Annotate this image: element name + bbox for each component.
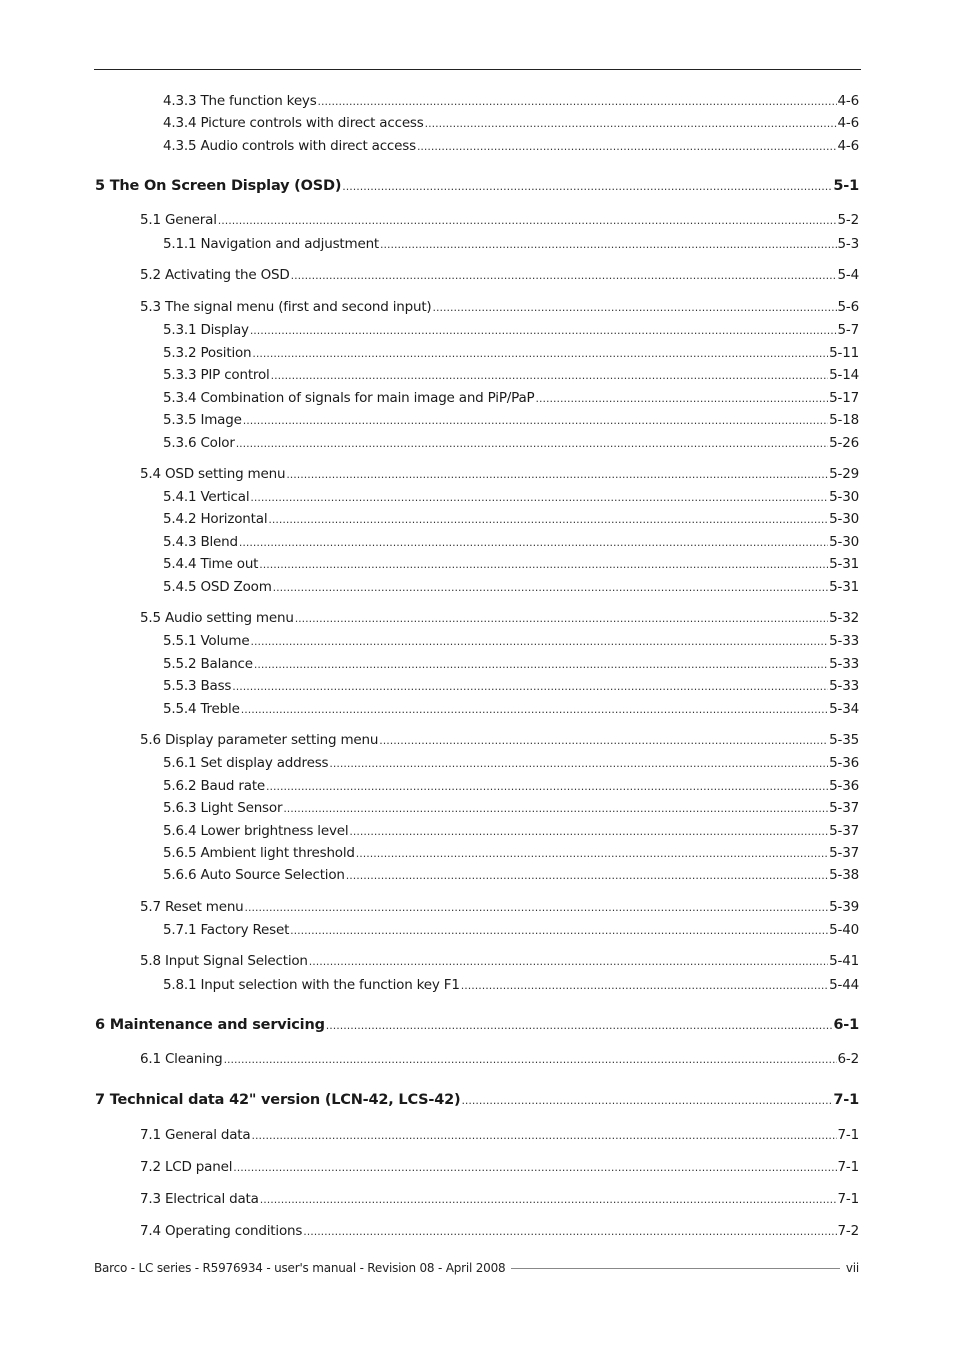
toc-dot-leader xyxy=(245,901,829,914)
footer-text: Barco - LC series - R5976934 - user's manual - Revision 08 - April 2008 xyxy=(94,1261,506,1275)
toc-entry-title: 5.8.1 Input selection with the function key F1 xyxy=(163,977,460,993)
toc-page-number: 6-1 xyxy=(833,1017,859,1033)
toc-entry[interactable] xyxy=(140,1191,859,1207)
toc-page-number: 5-38 xyxy=(829,867,859,883)
toc-entry[interactable] xyxy=(163,701,859,717)
toc-dot-leader xyxy=(433,301,837,314)
toc-entry[interactable] xyxy=(163,556,859,572)
toc-entry[interactable] xyxy=(163,236,859,252)
toc-entry-title: 7.1 General data xyxy=(140,1127,251,1143)
toc-entry[interactable] xyxy=(163,489,859,505)
toc-entry[interactable] xyxy=(140,610,859,626)
page-footer xyxy=(94,1261,859,1275)
toc-dot-leader xyxy=(303,1225,836,1238)
toc-page-number: 5-37 xyxy=(829,800,859,816)
toc-entry-title: 5.6 Display parameter setting menu xyxy=(140,732,379,748)
toc-dot-leader xyxy=(266,780,828,793)
toc-dot-leader xyxy=(259,558,828,571)
toc-entry-title: 7.2 LCD panel xyxy=(140,1159,233,1175)
toc-page-number: 6-2 xyxy=(837,1051,859,1067)
toc-entry-title: 5.1.1 Navigation and adjustment xyxy=(163,236,380,252)
toc-entry[interactable] xyxy=(140,953,859,969)
toc-entry-title: 6.1 Cleaning xyxy=(140,1051,223,1067)
toc-page-number: 5-1 xyxy=(833,178,859,194)
toc-page-number: 5-35 xyxy=(829,732,859,748)
toc-page-number: 5-34 xyxy=(829,701,859,717)
toc-dot-leader xyxy=(250,491,828,504)
toc-entry-title: 5.3.5 Image xyxy=(163,412,242,428)
toc-entry-title: 5.6.6 Auto Source Selection xyxy=(163,867,345,883)
toc-dot-leader xyxy=(425,117,837,130)
toc-page-number: 5-2 xyxy=(837,212,859,228)
footer-rule xyxy=(511,1268,839,1269)
toc-dot-leader xyxy=(286,468,828,481)
toc-chapter-entry[interactable] xyxy=(95,178,859,194)
toc-entry[interactable] xyxy=(163,322,859,338)
toc-entry-title: 5.6.4 Lower brightness level xyxy=(163,823,349,839)
toc-page-number: 5-4 xyxy=(837,267,859,283)
toc-entry[interactable] xyxy=(163,633,859,649)
toc-entry-title: 5.4.2 Horizontal xyxy=(163,511,268,527)
toc-dot-leader xyxy=(241,703,828,716)
toc-entry-title: 5.3.4 Combination of signals for main image and PiP/PaP xyxy=(163,390,535,406)
toc-entry[interactable] xyxy=(140,299,859,315)
toc-entry-title: 5.7.1 Factory Reset xyxy=(163,922,290,938)
toc-entry-title: 5.3.6 Color xyxy=(163,435,235,451)
toc-page-number: 5-33 xyxy=(829,656,859,672)
toc-dot-leader xyxy=(342,180,832,193)
toc-dot-leader xyxy=(233,1161,836,1174)
toc-page-number: 5-36 xyxy=(829,755,859,771)
toc-entry-title: 5.7 Reset menu xyxy=(140,899,244,915)
toc-page-number: 5-31 xyxy=(829,579,859,595)
toc-page-number: 5-40 xyxy=(829,922,859,938)
toc-entry-title: 5.6.1 Set display address xyxy=(163,755,329,771)
toc-entry-title: 5.4.3 Blend xyxy=(163,534,238,550)
toc-entry-title: 5.2 Activating the OSD xyxy=(140,267,290,283)
toc-entry[interactable] xyxy=(163,534,859,550)
toc-page-number: 5-33 xyxy=(829,678,859,694)
toc-page-number: 5-39 xyxy=(829,899,859,915)
toc-entry[interactable] xyxy=(140,212,859,228)
toc-dot-leader xyxy=(346,869,828,882)
toc-entry-title: 5.4.5 OSD Zoom xyxy=(163,579,272,595)
toc-entry[interactable] xyxy=(140,1127,859,1143)
toc-dot-leader xyxy=(291,269,837,282)
toc-entry-title: 5.4 OSD setting menu xyxy=(140,466,286,482)
toc-entry[interactable] xyxy=(163,922,859,938)
toc-chapter-entry[interactable] xyxy=(95,1092,859,1108)
header-rule xyxy=(94,69,861,70)
toc-entry-title: 5.3.1 Display xyxy=(163,322,249,338)
toc-entry[interactable] xyxy=(140,1159,859,1175)
toc-page-number: 5-6 xyxy=(837,299,859,315)
toc-dot-leader xyxy=(254,658,828,671)
toc-page-number: 5-32 xyxy=(829,610,859,626)
toc-page-number: 5-26 xyxy=(829,435,859,451)
toc-entry-title: 5.3.2 Position xyxy=(163,345,252,361)
toc-page-number: 4-6 xyxy=(837,115,859,131)
toc-page-number: 4-6 xyxy=(837,93,859,109)
toc-dot-leader xyxy=(250,635,828,648)
toc-dot-leader xyxy=(295,612,828,625)
toc-dot-leader xyxy=(329,757,828,770)
toc-page-number: 5-33 xyxy=(829,633,859,649)
toc-dot-leader xyxy=(461,979,828,992)
toc-entry[interactable] xyxy=(163,800,859,816)
toc-entry[interactable] xyxy=(163,435,859,451)
toc-entry[interactable] xyxy=(163,656,859,672)
toc-dot-leader xyxy=(461,1094,832,1107)
toc-page-number: 5-37 xyxy=(829,845,859,861)
toc-entry-title: 5.5 Audio setting menu xyxy=(140,610,294,626)
toc-dot-leader xyxy=(283,802,828,815)
toc-entry[interactable] xyxy=(163,345,859,361)
toc-page-number: 7-1 xyxy=(837,1127,859,1143)
toc-dot-leader xyxy=(260,1193,837,1206)
footer-page-number: vii xyxy=(845,1261,859,1275)
toc-dot-leader xyxy=(268,513,828,526)
toc-page-number: 5-11 xyxy=(829,345,859,361)
toc-entry-title: 5.6.5 Ambient light threshold xyxy=(163,845,355,861)
toc-entry[interactable] xyxy=(163,778,859,794)
toc-page-number: 5-30 xyxy=(829,534,859,550)
toc-entry-title: 5.8 Input Signal Selection xyxy=(140,953,308,969)
toc-page-number: 7-1 xyxy=(837,1191,859,1207)
toc-entry-title: 7 Technical data 42" version (LCN-42, LCS-42) xyxy=(95,1092,461,1108)
toc-entry[interactable] xyxy=(163,115,859,131)
toc-entry-title: 5.1 General xyxy=(140,212,217,228)
toc-page-number: 5-30 xyxy=(829,511,859,527)
toc-entry[interactable] xyxy=(163,93,859,109)
toc-dot-leader xyxy=(271,369,829,382)
toc-dot-leader xyxy=(239,536,828,549)
toc-dot-leader xyxy=(252,347,828,360)
toc-dot-leader xyxy=(232,680,828,693)
toc-entry[interactable] xyxy=(163,367,859,383)
toc-entry[interactable] xyxy=(163,823,859,839)
toc-entry[interactable] xyxy=(163,511,859,527)
toc-dot-leader xyxy=(250,324,837,337)
toc-entry[interactable] xyxy=(140,466,859,482)
toc-entry[interactable] xyxy=(140,1051,859,1067)
toc-dot-leader xyxy=(349,825,828,838)
toc-entry-title: 5.4.1 Vertical xyxy=(163,489,250,505)
toc-entry-title: 5.3.3 PIP control xyxy=(163,367,270,383)
toc-dot-leader xyxy=(309,955,828,968)
toc-entry[interactable] xyxy=(140,732,859,748)
toc-page-number: 5-36 xyxy=(829,778,859,794)
toc-entry-title: 5.5.4 Treble xyxy=(163,701,240,717)
toc-page-number: 7-1 xyxy=(833,1092,859,1108)
toc-dot-leader xyxy=(243,414,828,427)
toc-page-number: 4-6 xyxy=(837,138,859,154)
toc-page-number: 7-1 xyxy=(837,1159,859,1175)
toc-entry[interactable] xyxy=(163,579,859,595)
toc-dot-leader xyxy=(218,214,837,227)
toc-entry-title: 7.4 Operating conditions xyxy=(140,1223,303,1239)
toc-page-number: 5-3 xyxy=(837,236,859,252)
toc-page-number: 5-41 xyxy=(829,953,859,969)
toc-entry-title: 4.3.3 The function keys xyxy=(163,93,317,109)
toc-dot-leader xyxy=(290,924,828,937)
toc-page-number: 5-7 xyxy=(837,322,859,338)
toc-entry[interactable] xyxy=(140,1223,859,1239)
toc-entry-title: 5.6.2 Baud rate xyxy=(163,778,266,794)
toc-page-number: 5-30 xyxy=(829,489,859,505)
toc-entry-title: 5.4.4 Time out xyxy=(163,556,259,572)
toc-page-number: 5-44 xyxy=(829,977,859,993)
toc-dot-leader xyxy=(356,847,828,860)
toc-dot-leader xyxy=(236,437,828,450)
toc-entry-title: 4.3.4 Picture controls with direct access xyxy=(163,115,424,131)
toc-entry[interactable] xyxy=(163,412,859,428)
toc-chapter-entry[interactable] xyxy=(95,1017,859,1033)
toc-dot-leader xyxy=(251,1129,836,1142)
toc-dot-leader xyxy=(380,238,837,251)
toc-entry-title: 6 Maintenance and servicing xyxy=(95,1017,325,1033)
toc-entry[interactable] xyxy=(163,755,859,771)
toc-entry-title: 5 The On Screen Display (OSD) xyxy=(95,178,342,194)
toc-page-number: 5-17 xyxy=(829,390,859,406)
toc-page-number: 5-31 xyxy=(829,556,859,572)
toc-page-number: 5-18 xyxy=(829,412,859,428)
toc-entry-title: 4.3.5 Audio controls with direct access xyxy=(163,138,416,154)
toc-entry-title: 5.3 The signal menu (first and second input) xyxy=(140,299,432,315)
toc-dot-leader xyxy=(318,95,837,108)
toc-entry-title: 5.5.1 Volume xyxy=(163,633,250,649)
toc-page-number: 5-37 xyxy=(829,823,859,839)
toc-page-number: 5-14 xyxy=(829,367,859,383)
toc-entry-title: 5.5.2 Balance xyxy=(163,656,253,672)
toc-entry[interactable] xyxy=(163,138,859,154)
toc-entry[interactable] xyxy=(163,845,859,861)
toc-entry[interactable] xyxy=(163,977,859,993)
toc-entry-title: 7.3 Electrical data xyxy=(140,1191,259,1207)
toc-page-number: 5-29 xyxy=(829,466,859,482)
toc-dot-leader xyxy=(379,734,828,747)
toc-entry[interactable] xyxy=(163,390,859,406)
toc-entry[interactable] xyxy=(163,678,859,694)
toc-entry-title: 5.5.3 Bass xyxy=(163,678,232,694)
toc-dot-leader xyxy=(273,581,829,594)
toc-entry[interactable] xyxy=(140,267,859,283)
toc-dot-leader xyxy=(224,1053,837,1066)
toc-entry-title: 5.6.3 Light Sensor xyxy=(163,800,283,816)
toc-dot-leader xyxy=(417,140,837,153)
toc-entry[interactable] xyxy=(163,867,859,883)
toc-dot-leader xyxy=(535,392,828,405)
toc-page-number: 7-2 xyxy=(837,1223,859,1239)
toc-dot-leader xyxy=(326,1019,833,1032)
toc-entry[interactable] xyxy=(140,899,859,915)
